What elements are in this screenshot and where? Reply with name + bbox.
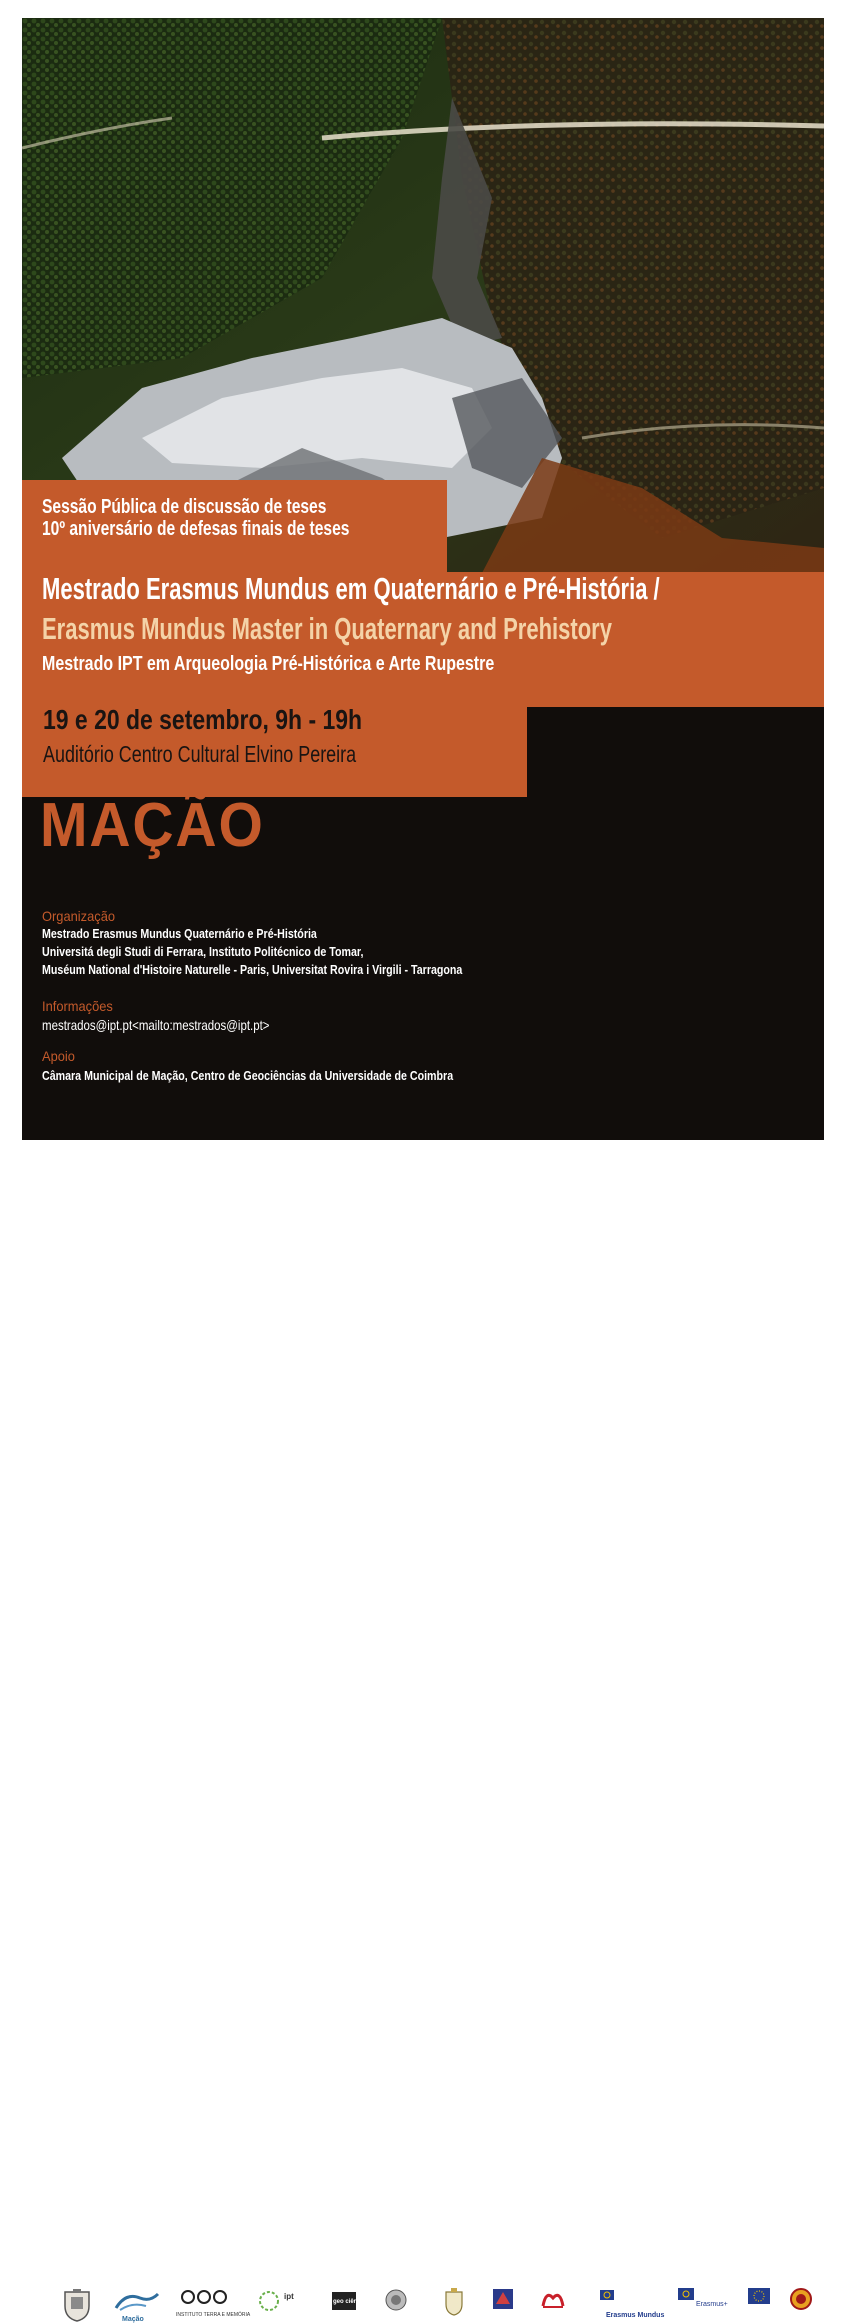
erasmus-plus-logo-icon [678,2288,694,2300]
museum-logo-label: Mação [122,2316,144,2323]
anniversary-subtitle: 10º aniversário de defesas finais de teses [42,518,350,540]
organization-line: Mestrado Erasmus Mundus Quaternário e Pré-História [42,926,317,941]
municipal-crest-icon [444,2288,464,2316]
event-dates: 19 e 20 de setembro, 9h - 19h [43,704,363,735]
erasmus-mundus-label: Erasmus Mundus [606,2312,665,2319]
organization-line: Universitá degli Studi di Ferrara, Instituto Politécnico de Tomar, [42,944,364,959]
itm-logo-label: INSTITUTO TERRA E MEMÓRIA [176,2312,251,2318]
university-logo-icon [492,2288,514,2310]
municipal-coat-of-arms-icon [62,2288,92,2322]
erasmus-plus-label: Erasmus+ [696,2301,728,2308]
support-value: Câmara Municipal de Mação, Centro de Geociências da Universidade de Coimbra [42,1068,454,1083]
event-city: MAÇÃO [40,791,265,860]
session-subtitle: Sessão Pública de discussão de teses [42,496,327,518]
info-email-link[interactable]: mestrados@ipt.pt<mailto:mestrados@ipt.pt> [42,1017,270,1033]
master-title-pt: Mestrado Erasmus Mundus em Quaternário e Pré-História / [42,571,660,606]
instituto-terra-memoria-icon [180,2288,228,2306]
organization-line: Muséum National d'Histoire Naturelle - Paris, Universitat Rovira i Virgili - Tarragona [42,962,463,977]
master-title-en: Erasmus Mundus Master in Quaternary and Prehistory [42,611,612,646]
event-venue: Auditório Centro Cultural Elvino Pereira [43,741,357,767]
sponsor-logos-strip [0,1140,844,2323]
erasmus-mundus-logo-icon [600,2288,650,2302]
museum-logo-icon [112,2288,162,2314]
info-label: Informações [42,998,113,1014]
ipt-master-title: Mestrado IPT em Arqueologia Pré-Histórica e Arte Rupestre [42,653,495,675]
university-seal-icon [790,2288,812,2310]
eu-flag-icon [748,2288,770,2304]
ipt-logo-icon [258,2288,280,2314]
organization-label: Organização [42,908,116,924]
ipt-logo-label: ipt [284,2292,294,2301]
support-label: Apoio [42,1048,75,1064]
geociencias-logo-label: geo ciências [333,2299,370,2305]
urv-logo-icon [540,2288,566,2310]
mnhn-logo-icon [384,2288,408,2312]
